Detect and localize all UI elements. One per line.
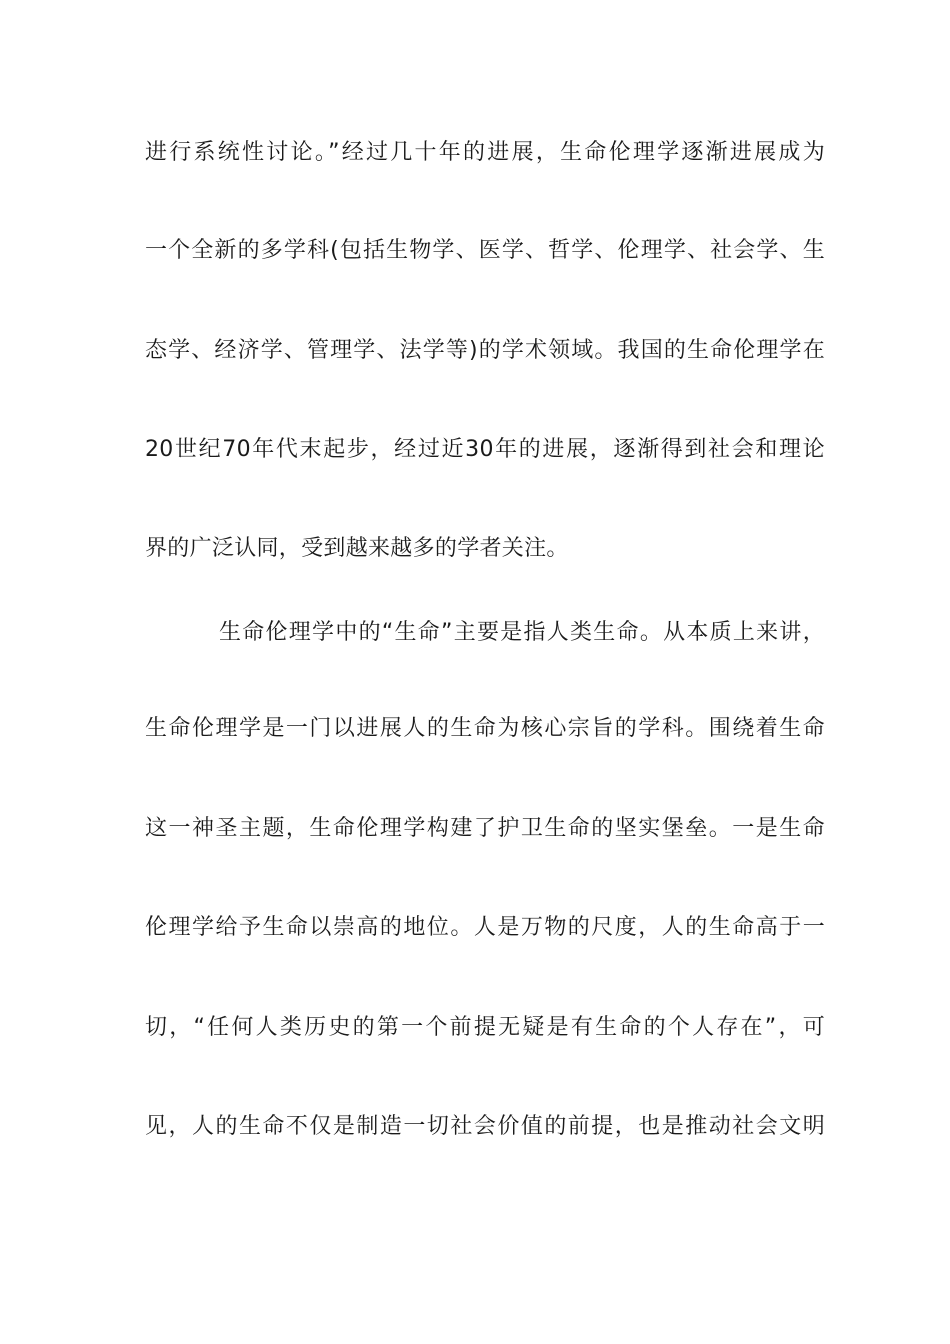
text-line: 20世纪70年代末起步，经过近30年的进展，逐渐得到社会和理论 (145, 437, 825, 462)
text-line: 这一神圣主题，生命伦理学构建了护卫生命的坚实堡垒。一是生命 (145, 816, 825, 841)
text-line: 伦理学给予生命以崇高的地位。人是万物的尺度，人的生命高于一 (145, 915, 825, 940)
text-line: 界的广泛认同，受到越来越多的学者关注。 (145, 536, 569, 561)
text-line: 生命伦理学是一门以进展人的生命为核心宗旨的学科。围绕着生命 (145, 716, 825, 741)
text-line: 生命伦理学中的“生命”主要是指人类生命。从本质上来讲， (219, 620, 825, 645)
text-line: 进行系统性讨论。”经过几十年的进展，生命伦理学逐渐进展成为 (145, 140, 825, 165)
text-line: 态学、经济学、管理学、法学等)的学术领域。我国的生命伦理学在 (145, 338, 825, 363)
text-line: 见，人的生命不仅是制造一切社会价值的前提，也是推动社会文明 (145, 1114, 825, 1139)
text-line: 切，“任何人类历史的第一个前提无疑是有生命的个人存在”，可 (145, 1015, 825, 1040)
text-line: 一个全新的多学科(包括生物学、医学、哲学、伦理学、社会学、生 (145, 238, 825, 263)
